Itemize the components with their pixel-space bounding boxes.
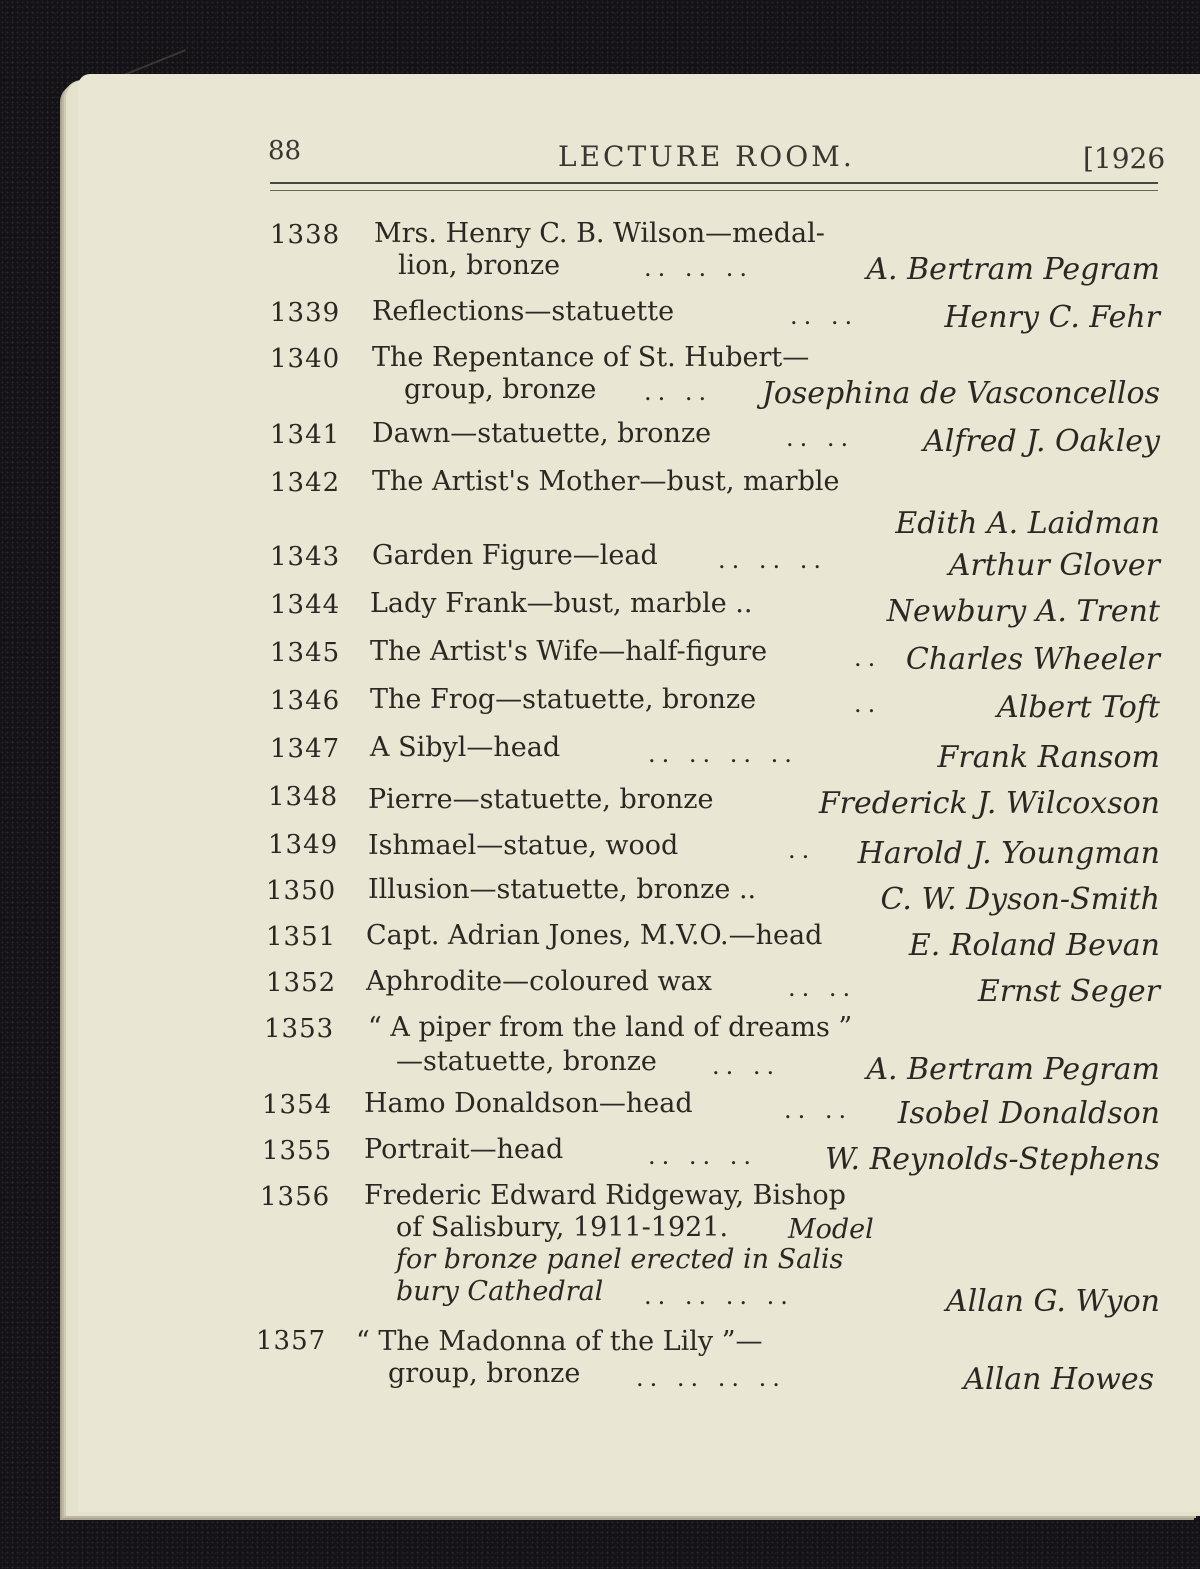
catalogue-number: 1347 xyxy=(270,734,341,764)
artist-name: Alfred J. Oakley xyxy=(923,424,1160,459)
page-number: 88 xyxy=(268,136,302,166)
catalogue-number: 1353 xyxy=(264,1014,335,1044)
entry-title: Reflections—statuette xyxy=(372,296,675,327)
artist-name: Frederick J. Wilcoxson xyxy=(818,786,1160,821)
entry-title: Illusion—statuette, bronze .. xyxy=(368,874,757,905)
catalogue-number: 1339 xyxy=(270,298,341,328)
leader-dots: .. xyxy=(854,644,882,672)
artist-name: A. Bertram Pegram xyxy=(866,1052,1160,1087)
entry-title: The Frog—statuette, bronze xyxy=(370,684,757,715)
catalogue-number: 1352 xyxy=(266,968,337,998)
entry-title: Capt. Adrian Jones, M.V.O.—head xyxy=(366,920,823,951)
entry-title: Ishmael—statue, wood xyxy=(368,830,679,861)
entry-title: A Sibyl—head xyxy=(370,732,561,763)
leader-dots: .. xyxy=(788,836,816,864)
leader-dots: .. .. .. xyxy=(644,254,754,282)
entry-title: Hamo Donaldson—head xyxy=(364,1088,693,1119)
entry-title: Dawn—statuette, bronze xyxy=(372,418,712,449)
entry-title-cont: lion, bronze xyxy=(398,250,561,281)
artist-name: Edith A. Laidman xyxy=(895,506,1160,541)
entry-title: The Artist's Mother—bust, marble xyxy=(372,466,840,497)
entry-title: Mrs. Henry C. B. Wilson—medal- xyxy=(374,218,825,249)
leader-dots: .. .. .. xyxy=(648,1142,758,1170)
catalogue-number: 1357 xyxy=(256,1326,327,1356)
catalogue-number: 1340 xyxy=(270,344,341,374)
artist-name: Newbury A. Trent xyxy=(886,594,1160,629)
leader-dots: .. .. xyxy=(644,378,713,406)
entry-title-cont: group, bronze xyxy=(388,1358,581,1389)
entry-title: Pierre—statuette, bronze xyxy=(368,784,714,815)
entry-title-cont: group, bronze xyxy=(404,374,597,405)
artist-name: Ernst Seger xyxy=(977,974,1160,1009)
artist-name: Albert Toft xyxy=(996,690,1160,725)
entry-title: Portrait—head xyxy=(364,1134,564,1165)
catalogue-number: 1354 xyxy=(262,1090,333,1120)
entry-title-cont: —statuette, bronze xyxy=(396,1046,657,1077)
artist-name: C. W. Dyson-Smith xyxy=(880,882,1160,917)
entry-title-cont: of Salisbury, 1911-1921. xyxy=(396,1212,729,1243)
leader-dots: .. .. .. xyxy=(718,546,828,574)
entry-title: Aphrodite—coloured wax xyxy=(366,966,712,997)
artist-name: Harold J. Youngman xyxy=(857,836,1160,871)
entry-note: bury Cathedral xyxy=(396,1276,604,1307)
catalogue-number: 1348 xyxy=(268,782,339,812)
artist-name: Arthur Glover xyxy=(948,548,1160,583)
artist-name: Allan Howes xyxy=(963,1362,1154,1397)
artist-name: Josephina de Vasconcellos xyxy=(761,376,1160,411)
catalogue-number: 1343 xyxy=(270,542,341,572)
leader-dots: .. .. xyxy=(786,424,855,452)
catalogue-number: 1355 xyxy=(262,1136,333,1166)
leader-dots: .. .. xyxy=(784,1096,853,1124)
artist-name: Charles Wheeler xyxy=(905,642,1160,677)
entry-title: Lady Frank—bust, marble .. xyxy=(370,588,753,619)
catalogue-number: 1345 xyxy=(270,638,341,668)
catalogue-number: 1356 xyxy=(260,1182,331,1212)
artist-name: W. Reynolds-Stephens xyxy=(824,1142,1160,1177)
leader-dots: .. .. xyxy=(790,302,859,330)
artist-name: A. Bertram Pegram xyxy=(866,252,1160,287)
running-year: [1926 xyxy=(1083,142,1166,175)
catalogue-entries xyxy=(78,74,1200,1512)
leader-dots: .. .. xyxy=(788,974,857,1002)
catalogue-number: 1349 xyxy=(268,830,339,860)
entry-title: “ The Madonna of the Lily ”— xyxy=(356,1326,763,1357)
catalogue-number: 1346 xyxy=(270,686,341,716)
leader-dots: .. .. .. .. xyxy=(644,1282,794,1310)
entry-note: for bronze panel erected in Salis xyxy=(396,1244,844,1275)
catalogue-number: 1351 xyxy=(266,922,337,952)
leader-dots: .. .. .. .. xyxy=(636,1364,786,1392)
entry-note: Model xyxy=(788,1214,874,1245)
catalogue-number: 1344 xyxy=(270,590,341,620)
catalogue-number: 1350 xyxy=(266,876,337,906)
leader-dots: .. .. .. .. xyxy=(648,740,798,768)
artist-name: Isobel Donaldson xyxy=(897,1096,1160,1131)
catalogue-number: 1342 xyxy=(270,468,341,498)
entry-title: “ A piper from the land of dreams ” xyxy=(368,1012,853,1043)
leader-dots: .. xyxy=(854,690,882,718)
entry-title: The Artist's Wife—half-figure xyxy=(370,636,768,667)
book-page xyxy=(78,74,1200,1512)
entry-title: Garden Figure—lead xyxy=(372,540,658,571)
artist-name: Allan G. Wyon xyxy=(945,1284,1160,1319)
entry-title: The Repentance of St. Hubert— xyxy=(372,342,810,373)
entry-title: Frederic Edward Ridgeway, Bishop xyxy=(364,1180,846,1211)
leader-dots: .. .. xyxy=(712,1052,781,1080)
catalogue-number: 1341 xyxy=(270,420,341,450)
artist-name: Henry C. Fehr xyxy=(944,300,1160,335)
artist-name: Frank Ransom xyxy=(937,740,1160,775)
running-title: LECTURE ROOM. xyxy=(558,140,855,173)
catalogue-number: 1338 xyxy=(270,220,341,250)
artist-name: E. Roland Bevan xyxy=(908,928,1160,963)
